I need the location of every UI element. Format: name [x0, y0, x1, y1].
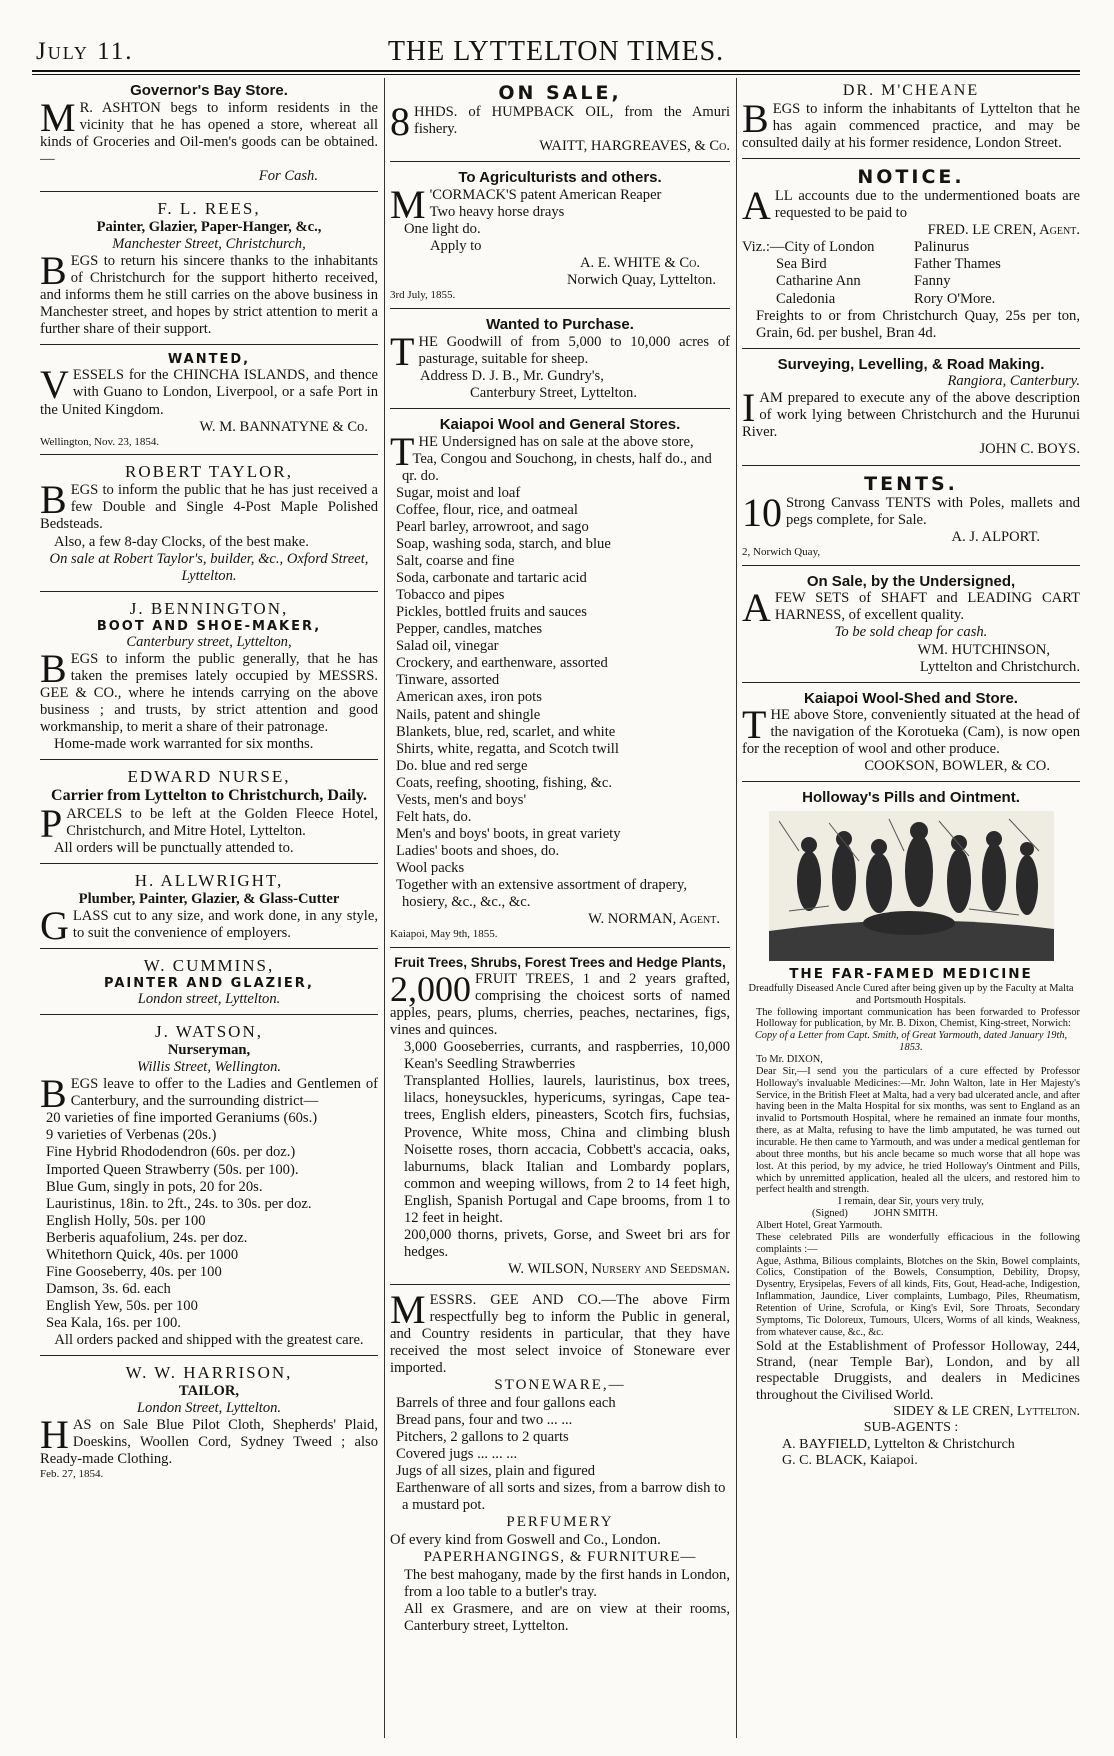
- ad-body: AFEW SETS of SHAFT and LEADING CART HARNESS, of excellent quality.: [742, 585, 1080, 631]
- list-item: Berberis aquafolium, 24s. per doz.: [46, 1229, 248, 1246]
- ad-body: VESSELS for the CHINCHA ISLANDS, and thence with Guano to London, Liverpool, or a safe Port in the United Kingdom.: [40, 362, 378, 418]
- list-item: Crockery, and earthenware, assorted: [396, 655, 608, 672]
- ad-body: PARCELS to be left at the Golden Fleece Hotel, Christchurch, and Mitre Hotel, Lyttelton.: [40, 800, 378, 846]
- ad-address: 2, Norwich Quay,: [742, 545, 821, 558]
- drop-cap: B: [40, 247, 67, 293]
- ad-address: London Street, Lyttelton.: [136, 1400, 282, 1417]
- ad-surveying: [742, 354, 1080, 466]
- ad-subheading: PERFUMERY: [506, 1514, 614, 1531]
- list-item: Shirts, white, regatta, and Scotch twill: [396, 740, 619, 757]
- ad-title: Wanted to Purchase.: [486, 316, 634, 334]
- column-3: [742, 80, 1080, 1481]
- ad-title: On Sale, by the Undersigned,: [806, 572, 1016, 590]
- list-item: Ladies' boots and shoes, do.: [396, 843, 560, 860]
- list-item: Rory O'More.: [914, 290, 996, 307]
- ad-kaiapoi-stores: [390, 414, 730, 948]
- ad-body: BEGS to inform the inhabitants of Lyttelton that he has again commenced practice, and may be consulted daily at his former residence, London Street.: [742, 95, 1080, 151]
- ad-text: Freights to or from Christchurch Quay, 25s per ton, Grain, 6d. per bushel, Bran 4d.: [756, 307, 1080, 341]
- list-item: Caledonia: [776, 290, 836, 307]
- ad-gee-and-co: [390, 1287, 730, 1641]
- list-item: Soap, washing soda, starch, and blue: [396, 535, 611, 552]
- ad-text: 200,000 thorns, privets, Gorse, and Sweet bri ars for hedges.: [404, 1226, 730, 1260]
- ad-subtitle: Painter, Glazier, Paper-Hanger, &c.,: [96, 218, 322, 235]
- list-item: Fanny: [914, 273, 951, 290]
- plant-list: [40, 1110, 378, 1332]
- list-item: Blue Gum, singly in pots, 20 for 20s.: [46, 1178, 263, 1195]
- list-item: Viz.:—City of London: [742, 239, 875, 256]
- stoneware-list: [390, 1395, 730, 1514]
- ad-text: Copy of a Letter from Capt. Smith, of Great Yarmouth, dated January 19th, 1853.: [754, 1030, 1068, 1054]
- ad-signature: JOHN C. BOYS.: [979, 441, 1080, 458]
- drop-cap: A: [742, 183, 771, 229]
- ad-subtitle: Carrier from Lyttelton to Christchurch, Daily.: [51, 787, 367, 805]
- ad-text: To be sold cheap for cash.: [834, 624, 988, 641]
- issue-date: July 11.: [36, 38, 134, 65]
- ad-text: Albert Hotel, Great Yarmouth.: [756, 1219, 883, 1231]
- ad-kaiapoi-wool-shed: [742, 688, 1080, 783]
- list-item: Jugs of all sizes, plain and figured: [396, 1463, 595, 1480]
- list-item: Palinurus: [914, 239, 970, 256]
- ad-body: 10 Strong Canvass TENTS with Poles, mallets and pegs complete, for Sale.: [742, 489, 1080, 535]
- drop-cap: M: [390, 181, 426, 227]
- list-item: Nails, patent and shingle: [396, 706, 541, 723]
- list-item: American axes, iron pots: [396, 689, 542, 706]
- ad-line: One light do.: [404, 221, 481, 238]
- list-item: Felt hats, do.: [396, 808, 472, 825]
- ad-address: Rangiora, Canterbury.: [947, 373, 1080, 390]
- list-item: English Holly, 50s. per 100: [46, 1212, 206, 1229]
- ad-body: HAS on Sale Blue Pilot Cloth, Shepherds' Plaid, Doeskins, Woollen Cord, Sydney Tweed ; also Ready-made Clothing.: [40, 1412, 378, 1468]
- ad-body: ALL accounts due to the undermentioned boats are requested to be paid to: [742, 183, 1080, 229]
- list-item: Tinware, assorted: [396, 672, 500, 689]
- ad-harness: [742, 571, 1080, 683]
- ad-line: Apply to: [430, 238, 482, 255]
- list-item: Barrels of three and four gallons each: [396, 1394, 616, 1411]
- list-item: Sugar, moist and loaf: [396, 484, 521, 501]
- list-item: Catharine Ann: [776, 273, 861, 290]
- ad-agriculturists: [390, 167, 730, 309]
- ad-text: Also, a few 8-day Clocks, of the best make.: [54, 533, 309, 550]
- ad-title: J. WATSON,: [154, 1022, 263, 1042]
- ad-title: H. ALLWRIGHT,: [134, 871, 284, 891]
- ad-subtitle: Nurseryman,: [167, 1042, 251, 1059]
- ad-rees: [40, 197, 378, 345]
- drop-cap: G: [40, 902, 69, 948]
- ad-signature: W. M. BANNATYNE & Co.: [199, 418, 368, 435]
- list-item: Earthenware of all sorts and sizes, from a barrow dish to a mustard pot.: [396, 1480, 726, 1514]
- holloway-engraving-illustration: [769, 811, 1054, 961]
- ad-body: M R. ASHTON begs to inform residents in the vicinity that he has opened a store, whereat all kinds of Groceries and Oil-men's goods can be obtained.—: [40, 94, 378, 167]
- ad-subheading: PAPERHANGINGS, & FURNITURE—: [423, 1549, 697, 1566]
- list-item: Damson, 3s. 6d. each: [46, 1280, 171, 1297]
- list-item: Tobacco and pipes: [396, 587, 505, 604]
- list-item: Pepper, candles, matches: [396, 621, 543, 638]
- ad-text: Dear Sir,—I send you the particulars of a cure effected by Professor Holloway's invaluable Medicines:—Mr. John Walton, late in Her Majesty's Service, in the British Fleet at Malta, had a very bad ulcerated ancle, and after having been in the Malta Hospital for six months, was sent to England as an invalid to Portsmouth Hospital, where he remained an inmate four months, there, as at Malta, refusing to have the limb amputated, he was turned out incurable. He then came to Yarmouth, and was under a medical gentleman for about three months, but his ancle became so much worse that all hope was lost. At this period, by my advice, he tried Holloway's Ointment and Pills, which by unremitted application, healed all the ulcers, and restored him to perfect health and strength.: [756, 1065, 1080, 1196]
- list-item: Salad oil, vinegar: [396, 638, 499, 655]
- list-item: Covered jugs ... ... ...: [396, 1446, 518, 1463]
- holloway-text: [742, 983, 1080, 1339]
- ad-title: DR. M'CHEANE: [842, 82, 980, 99]
- ad-body: 2,000 FRUIT TREES, 1 and 2 years grafted, comprising the choicest sorts of named apples, pears, plums, cherries, peaches, nectarines, figs, vines and quinces.: [390, 968, 730, 1039]
- ad-date: Feb. 27, 1854.: [40, 1468, 104, 1481]
- ad-text: The following important communication has been forwarded to Professor Holloway for publication, by Mr. B. Dixon, Chemist, King-street, Norwich:: [756, 1006, 1080, 1030]
- ad-title: W. W. HARRISON,: [125, 1363, 293, 1383]
- drop-cap: 8: [390, 99, 410, 145]
- ad-line: Two heavy horse drays: [429, 204, 565, 221]
- ad-signature: For Cash.: [258, 167, 318, 184]
- column-divider: [736, 78, 737, 1738]
- ad-subheading: STONEWARE,—: [494, 1377, 626, 1394]
- newspaper-title: THE LYTTELTON TIMES.: [387, 36, 725, 67]
- ad-address: Canterbury Street, Lyttelton.: [470, 384, 637, 401]
- list-item: Men's and boys' boots, in great variety: [396, 825, 621, 842]
- ad-address: Address D. J. B., Mr. Gundry's,: [420, 367, 604, 384]
- ad-title: Governor's Bay Store.: [130, 82, 288, 99]
- ad-body: THE above Store, conveniently situated at the head of the navigation of the Korotueka (Cam), is now open for the reception of wool and other produce.: [742, 702, 1080, 758]
- ad-date: 3rd July, 1855.: [390, 289, 456, 302]
- ad-signature: Lyttelton and Christchurch.: [919, 658, 1080, 675]
- ad-date: Wellington, Nov. 23, 1854.: [40, 435, 160, 448]
- ad-body: BEGS to inform the public that he has just received a few Double and Single 4-Post Maple Polished Bedsteads.: [40, 477, 378, 533]
- drop-cap: P: [40, 800, 63, 846]
- ad-title: ON SALE,: [498, 82, 622, 104]
- drop-cap: V: [40, 362, 69, 408]
- drop-cap: B: [40, 477, 67, 523]
- list-item: 20 varieties of fine imported Geraniums (60s.): [46, 1110, 318, 1127]
- ad-text: 3,000 Gooseberries, currants, and raspberries, 10,000 Kean's Seedling Strawberries: [404, 1039, 730, 1073]
- ad-signature: Norwich Quay, Lyttelton.: [566, 272, 716, 289]
- ad-body: M 'CORMACK'S patent American Reaper: [390, 181, 662, 227]
- column-divider: [384, 78, 385, 1738]
- ad-title: TENTS.: [864, 472, 958, 495]
- ad-title: Kaiapoi Wool and General Stores.: [439, 415, 681, 433]
- ad-address: Canterbury street, Lyttelton,: [126, 633, 292, 650]
- drop-cap: M: [40, 94, 76, 140]
- ad-title: NOTICE.: [857, 165, 965, 188]
- ad-title: Kaiapoi Wool-Shed and Store.: [804, 689, 1018, 707]
- list-item: 9 varieties of Verbenas (20s.): [46, 1127, 217, 1144]
- list-item: Salt, coarse and fine: [396, 552, 515, 569]
- ad-text: (Signed) JOHN SMITH.: [812, 1208, 938, 1220]
- ad-bennington: [40, 597, 378, 761]
- ad-subtitle: BOOT AND SHOE-MAKER,: [96, 618, 322, 634]
- ad-fruit-trees: [390, 953, 730, 1285]
- ad-notice-boats: [742, 164, 1080, 349]
- ad-signature: W. WILSON, Nursery and Seedsman.: [507, 1261, 730, 1278]
- drop-cap: B: [40, 645, 67, 691]
- drop-cap: B: [40, 1071, 67, 1117]
- list-item: Sea Bird: [776, 256, 827, 273]
- list-item: Coats, reefing, shooting, fishing, &c.: [396, 774, 613, 791]
- ad-edward-nurse: [40, 765, 378, 864]
- ad-tents: [742, 471, 1080, 566]
- ad-text: To Mr. DIXON,: [756, 1053, 823, 1065]
- ad-text: The best mahogany, made by the first hands in London, from a loo table to a butler's tray.: [404, 1566, 730, 1600]
- list-item: Vests, men's and boys': [396, 791, 527, 808]
- ad-wanted-vessels: [40, 350, 378, 455]
- list-item: Fine Hybrid Rhododendron (60s. per doz.): [46, 1144, 296, 1161]
- ad-text: All orders will be punctually attended to.: [54, 839, 294, 856]
- drop-cap: T: [390, 428, 415, 474]
- ad-text: All orders packed and shipped with the greatest care.: [54, 1332, 364, 1349]
- ad-holloway: [742, 787, 1080, 1475]
- list-item: Imported Queen Strawberry (50s. per 100).: [46, 1161, 299, 1178]
- list-item: Pickles, bottled fruits and sauces: [396, 604, 587, 621]
- ad-signature: FRED. LE CREN, Agent.: [927, 222, 1080, 239]
- ad-robert-taylor: [40, 460, 378, 591]
- ad-address: Willis Street, Wellington.: [136, 1059, 282, 1076]
- ad-text: Of every kind from Goswell and Co., London.: [390, 1531, 661, 1548]
- ad-title: Holloway's Pills and Ointment.: [802, 789, 1020, 807]
- boat-list: [742, 239, 1080, 307]
- ad-signature: WM. HUTCHINSON,: [917, 641, 1050, 658]
- ad-signature: COOKSON, BOWLER, & CO.: [864, 758, 1050, 775]
- ad-governors-bay-store: [40, 80, 378, 192]
- ad-body: THE Goodwill of from 5,000 to 10,000 acres of pasturage, suitable for sheep.: [390, 328, 730, 374]
- list-item: Together with an extensive assortment of drapery, hosiery, &c., &c., &c.: [396, 877, 688, 911]
- list-item: Fine Gooseberry, 40s. per 100: [46, 1263, 222, 1280]
- list-item: Blankets, blue, red, scarlet, and white: [396, 723, 616, 740]
- ad-body: BEGS leave to offer to the Ladies and Gentlemen of Canterbury, and the surrounding district—: [40, 1071, 378, 1117]
- ad-text: SUB-AGENTS :: [863, 1420, 959, 1436]
- ad-watson: [40, 1020, 378, 1356]
- ad-address: Manchester Street, Christchurch,: [112, 235, 306, 252]
- ad-title: To Agriculturists and others.: [458, 169, 662, 187]
- drop-cap: M: [390, 1287, 426, 1333]
- list-item: Coffee, flour, rice, and oatmeal: [396, 501, 578, 518]
- ad-sale-note: On sale at Robert Taylor's, builder, &c., Oxford Street, Lyttelton.: [49, 550, 369, 584]
- ad-body: GLASS cut to any size, and work done, in any style, to suit the convenience of employers.: [40, 902, 378, 948]
- drop-cap: A: [742, 585, 771, 631]
- ad-title: W. CUMMINS,: [143, 956, 275, 976]
- drop-cap: B: [742, 95, 769, 141]
- drop-cap: 2,000: [390, 968, 471, 1009]
- list-item: English Yew, 50s. per 100: [46, 1298, 198, 1315]
- drop-cap: I: [742, 385, 756, 431]
- ad-signature: SIDEY & LE CREN, Lyttelton.: [893, 1404, 1080, 1420]
- ad-title: Fruit Trees, Shrubs, Forest Trees and Hedge Plants,: [394, 955, 726, 971]
- list-item: Sea Kala, 16s. per 100.: [46, 1315, 181, 1332]
- ad-subtitle: PAINTER AND GLAZIER,: [103, 975, 314, 991]
- ad-title: J. BENNINGTON,: [129, 598, 289, 618]
- drop-cap: T: [390, 328, 415, 374]
- ad-text: All ex Grasmere, and are on view at their rooms, Canterbury street, Lyttelton.: [404, 1600, 730, 1634]
- list-item: Whitethorn Quick, 40s. per 1000: [46, 1246, 239, 1263]
- ad-subheading: THE FAR-FAMED MEDICINE: [789, 966, 1033, 983]
- ad-text: These celebrated Pills are wonderfully efficacious in the following complaints :—: [756, 1231, 1080, 1255]
- ad-title: ROBERT TAYLOR,: [125, 462, 293, 482]
- ad-body: MESSRS. GEE AND CO.—The above Firm respectfully beg to inform the Public in general, and Country residents in particular, that they have received the most select invoice of Stoneware ever imported.: [390, 1287, 730, 1377]
- ad-cummins: [40, 954, 378, 1015]
- ad-title: Surveying, Levelling, & Road Making.: [777, 355, 1045, 373]
- goods-list: [390, 451, 730, 912]
- list-item: Bread pans, four and two ... ...: [396, 1412, 573, 1429]
- list-item: Wool packs: [396, 860, 465, 877]
- ad-text: G. C. BLACK, Kaiapoi.: [782, 1453, 918, 1469]
- list-item: Lauristinus, 18in. to 2ft., 24s. to 30s. per doz.: [46, 1195, 312, 1212]
- masthead: [32, 34, 1080, 68]
- ad-allwright: [40, 869, 378, 949]
- list-item: Do. blue and red serge: [396, 757, 528, 774]
- ad-harrison: [40, 1361, 378, 1487]
- ad-text: Dreadfully Diseased Ancle Cured after being given up by the Faculty at Malta and Portsmouth Hospitals.: [748, 982, 1074, 1006]
- drop-cap: T: [742, 702, 767, 748]
- ad-title: EDWARD NURSE,: [127, 767, 291, 787]
- ad-text: I remain, dear Sir, yours very truly,: [838, 1196, 984, 1208]
- ad-signature: A. J. ALPORT.: [951, 528, 1040, 545]
- ad-subtitle: TAILOR,: [178, 1383, 240, 1400]
- list-item: Pearl barley, arrowroot, and sago: [396, 518, 589, 535]
- ad-address: London street, Lyttelton.: [137, 991, 281, 1008]
- ad-date: Kaiapoi, May 9th, 1855.: [390, 928, 498, 941]
- masthead-rule: [32, 70, 1080, 75]
- drop-cap: 10: [742, 489, 782, 535]
- ad-text: Sold at the Establishment of Professor Holloway, 244, Strand, (near Temple Bar), London, and by all respectable Druggists, and dealers in Medicines throughout the Civilised World.: [756, 1338, 1080, 1403]
- ad-dr-mcheane: [742, 80, 1080, 159]
- column-1: [40, 80, 378, 1492]
- ad-body: 8 HHDS. of HUMPBACK OIL, from the Amuri fishery.: [390, 99, 730, 145]
- ad-subtitle: Plumber, Painter, Glazier, & Glass-Cutter: [78, 890, 340, 907]
- list-item: Soda, carbonate and tartaric acid: [396, 570, 587, 587]
- ad-body: IAM prepared to execute any of the above description of work lying between Christchurch and the Hurunui River.: [742, 385, 1080, 441]
- list-item: Father Thames: [914, 256, 1001, 273]
- ad-title: F. L. REES,: [157, 198, 261, 218]
- list-item: Pitchers, 2 gallons to 2 quarts: [396, 1429, 569, 1446]
- list-item: Tea, Congou and Souchong, in chests, half do., and qr. do.: [402, 450, 712, 484]
- ad-wanted-to-purchase: [390, 314, 730, 409]
- ad-text: A. BAYFIELD, Lyttelton & Christchurch: [782, 1436, 1015, 1452]
- ad-title: WANTED,: [167, 352, 251, 368]
- ad-body: BEGS to return his sincere thanks to the inhabitants of Christchurch for the support hitherto received, and informs them he still carries on the above business in Manchester street, and hopes by strict attention to merit a further share of their support.: [40, 247, 378, 338]
- ad-body: THE Undersigned has on sale at the above store,: [390, 428, 694, 474]
- ad-body: BEGS to inform the public generally, that he has taken the premises lately occupied by MESSRS. GEE & CO., where he intends carrying on the above business ; and trusts, by strict attention and good workmanship, to merit a share of their patronage.: [40, 645, 378, 736]
- ad-on-sale-oil: [390, 80, 730, 162]
- ad-signature: W. NORMAN, Agent.: [588, 911, 720, 928]
- column-2: [390, 80, 730, 1646]
- ad-signature: A. E. WHITE & Co.: [579, 255, 700, 272]
- drop-cap: H: [40, 1412, 69, 1458]
- ad-signature: WAITT, HARGREAVES, & Co.: [539, 138, 730, 155]
- ad-text: Ague, Asthma, Bilious complaints, Blotches on the Skin, Bowel complaints, Colics, Constipation of the Bowels, Consumption, Debility, Dropsy, Dysentry, Erysipelas, Fevers of all kinds, Fits, Gout, Head-ache, Indigestion, Inflammation, Jaundice, Liver complaints, Lumbago, Piles, Rheumatism, Retention of Urine, Scrofula, or King's Evil, Sore Throats, Secondary Symptoms, Tic Doloreux, Tumours, Ulcers, Worms of all kinds, Weakness, from whatever cause, &c., &c.: [756, 1255, 1080, 1338]
- ad-text: Transplanted Hollies, laurels, lauristinus, box trees, lilacs, honeysuckles, hypericums, syringas, Cape tea-trees, English elders, pineasters, Scotch firs, fuchsias, Provence, White moss, China and climbing blush Noisette roses, thorn accacia, Cobbett's accacia, oaks, laburnums, black Italian and Lombardy poplars, common and weeping willows, from 2 to 14 feet high, English, Spanish Portugal and Cape brooms, from 1 to 12 feet in height.: [404, 1073, 730, 1226]
- ad-text: Home-made work warranted for six months.: [54, 736, 314, 753]
